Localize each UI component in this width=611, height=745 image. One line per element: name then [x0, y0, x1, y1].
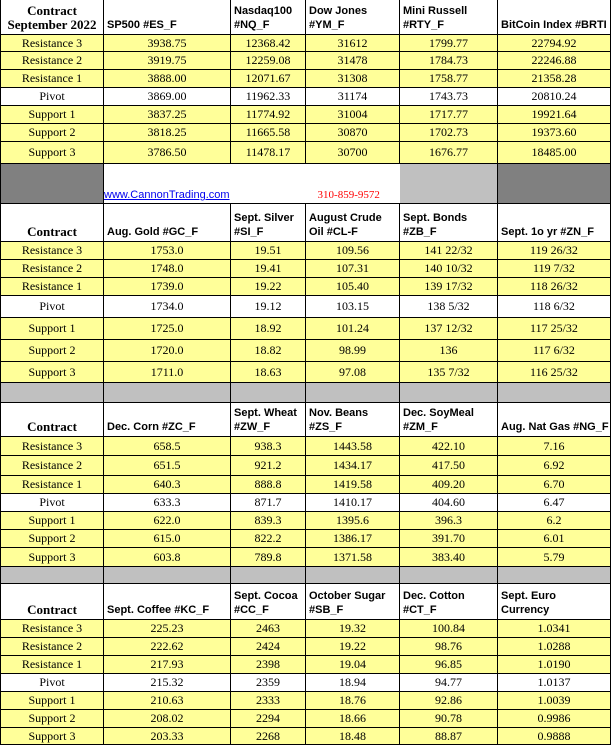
- level-value: 3919.75: [104, 52, 231, 70]
- level-value: 3938.75: [104, 35, 231, 52]
- table-row: [0, 620, 611, 638]
- table-row: [0, 260, 611, 278]
- contract-label: Contract September 2022: [0, 0, 104, 35]
- column-header: Dec. Cotton #CT_F: [400, 584, 498, 620]
- level-name: Support 3: [0, 548, 104, 567]
- table-row: [0, 437, 611, 456]
- level-value: 215.32: [104, 674, 231, 692]
- level-value: 2424: [231, 638, 306, 656]
- level-value: 107.31: [306, 260, 400, 278]
- level-value: 19.41: [231, 260, 306, 278]
- level-name: Support 1: [0, 106, 104, 124]
- level-value: 119 7/32: [498, 260, 611, 278]
- level-value: 1410.17: [306, 494, 400, 512]
- level-value: 3818.25: [104, 124, 231, 142]
- level-value: 19.04: [306, 656, 400, 674]
- level-value: 11478.17: [231, 142, 306, 164]
- level-value: 19.32: [306, 620, 400, 638]
- level-value: 98.99: [306, 340, 400, 362]
- level-value: 12368.42: [231, 35, 306, 52]
- level-value: 409.20: [400, 476, 498, 494]
- level-value: 1395.6: [306, 512, 400, 530]
- level-value: 18.63: [231, 362, 306, 383]
- level-name: Resistance 1: [0, 656, 104, 674]
- column-header: August Crude Oil #CL-F: [306, 204, 400, 242]
- level-value: 1725.0: [104, 318, 231, 340]
- level-value: 139 17/32: [400, 278, 498, 296]
- level-value: 5.79: [498, 548, 611, 567]
- level-value: 1434.17: [306, 456, 400, 476]
- table-row: [0, 674, 611, 692]
- column-header: Sept. Wheat #ZW_F: [231, 403, 306, 437]
- level-name: Support 3: [0, 362, 104, 383]
- level-value: 118 26/32: [498, 278, 611, 296]
- level-name: Support 3: [0, 142, 104, 164]
- table-row: [0, 142, 611, 164]
- level-value: 97.08: [306, 362, 400, 383]
- level-value: 18.76: [306, 692, 400, 710]
- level-value: 31174: [306, 88, 400, 106]
- level-value: 90.78: [400, 710, 498, 728]
- level-value: 0.9986: [498, 710, 611, 728]
- level-value: 1739.0: [104, 278, 231, 296]
- level-value: 1371.58: [306, 548, 400, 567]
- level-name: Resistance 2: [0, 456, 104, 476]
- level-value: 21358.28: [498, 70, 611, 88]
- level-value: 19373.60: [498, 124, 611, 142]
- level-name: Support 1: [0, 318, 104, 340]
- level-value: 6.47: [498, 494, 611, 512]
- level-name: Support 1: [0, 692, 104, 710]
- level-name: Pivot: [0, 88, 104, 106]
- separator-cell: [231, 383, 306, 403]
- level-name: Support 2: [0, 530, 104, 548]
- level-value: 391.70: [400, 530, 498, 548]
- level-value: 1734.0: [104, 296, 231, 318]
- separator-cell: [0, 383, 104, 403]
- table-row: [0, 692, 611, 710]
- separator-cell: [104, 567, 231, 584]
- level-name: Resistance 1: [0, 278, 104, 296]
- level-value: 19.51: [231, 242, 306, 260]
- level-value: 18485.00: [498, 142, 611, 164]
- table-row: [0, 710, 611, 728]
- level-value: 19.22: [306, 638, 400, 656]
- level-value: 20810.24: [498, 88, 611, 106]
- level-value: 622.0: [104, 512, 231, 530]
- separator-cell: [104, 164, 400, 204]
- separator-cell: [498, 383, 611, 403]
- level-value: 117 6/32: [498, 340, 611, 362]
- level-value: 383.40: [400, 548, 498, 567]
- separator-cell: [306, 383, 400, 403]
- level-value: 1717.77: [400, 106, 498, 124]
- level-value: 1.0288: [498, 638, 611, 656]
- level-name: Resistance 1: [0, 70, 104, 88]
- column-header: Aug. Nat Gas #NG_F: [498, 403, 611, 437]
- column-header: Nov. Beans #ZS_F: [306, 403, 400, 437]
- level-value: 12071.67: [231, 70, 306, 88]
- level-value: 18.66: [306, 710, 400, 728]
- level-value: 116 25/32: [498, 362, 611, 383]
- level-value: 839.3: [231, 512, 306, 530]
- level-name: Support 3: [0, 728, 104, 745]
- table-row: [0, 728, 611, 745]
- level-value: 651.5: [104, 456, 231, 476]
- level-value: 11962.33: [231, 88, 306, 106]
- level-value: 1720.0: [104, 340, 231, 362]
- table-row: [0, 476, 611, 494]
- level-name: Pivot: [0, 296, 104, 318]
- level-name: Resistance 1: [0, 476, 104, 494]
- level-value: 1748.0: [104, 260, 231, 278]
- level-value: 118 6/32: [498, 296, 611, 318]
- level-value: 1.0190: [498, 656, 611, 674]
- separator-band: [0, 164, 611, 204]
- table-row: [0, 530, 611, 548]
- level-value: 404.60: [400, 494, 498, 512]
- column-header: Sept. Coffee #KC_F: [104, 584, 231, 620]
- level-value: 2463: [231, 620, 306, 638]
- level-value: 1753.0: [104, 242, 231, 260]
- level-value: 19921.64: [498, 106, 611, 124]
- table-row: [0, 106, 611, 124]
- level-name: Support 2: [0, 124, 104, 142]
- separator-cell: [306, 567, 400, 584]
- level-value: 119 26/32: [498, 242, 611, 260]
- level-value: 888.8: [231, 476, 306, 494]
- level-value: 210.63: [104, 692, 231, 710]
- level-value: 0.9888: [498, 728, 611, 745]
- level-name: Support 2: [0, 340, 104, 362]
- level-value: 138 5/32: [400, 296, 498, 318]
- level-value: 658.5: [104, 437, 231, 456]
- level-name: Resistance 2: [0, 260, 104, 278]
- level-value: 31308: [306, 70, 400, 88]
- level-value: 88.87: [400, 728, 498, 745]
- table-row: [0, 278, 611, 296]
- section-1-header-row: [0, 0, 611, 35]
- level-value: 1386.17: [306, 530, 400, 548]
- level-value: 11774.92: [231, 106, 306, 124]
- level-value: 2359: [231, 674, 306, 692]
- level-value: 18.94: [306, 674, 400, 692]
- table-row: [0, 494, 611, 512]
- level-value: 109.56: [306, 242, 400, 260]
- level-value: 871.7: [231, 494, 306, 512]
- table-row: [0, 362, 611, 383]
- level-name: Pivot: [0, 494, 104, 512]
- level-value: 105.40: [306, 278, 400, 296]
- level-value: 1419.58: [306, 476, 400, 494]
- level-name: Resistance 2: [0, 52, 104, 70]
- level-value: 222.62: [104, 638, 231, 656]
- column-header: Dec. Corn #ZC_F: [104, 403, 231, 437]
- table-row: [0, 88, 611, 106]
- level-value: 1743.73: [400, 88, 498, 106]
- level-value: 94.77: [400, 674, 498, 692]
- level-value: 2268: [231, 728, 306, 745]
- phone-number: 310-859-9572: [317, 189, 380, 201]
- column-header: Sept. Cocoa #CC_F: [231, 584, 306, 620]
- separator-cell: [400, 383, 498, 403]
- level-value: 31004: [306, 106, 400, 124]
- level-value: 18.48: [306, 728, 400, 745]
- level-name: Resistance 2: [0, 638, 104, 656]
- contract-label: Contract: [0, 403, 104, 437]
- table-row: [0, 35, 611, 52]
- level-value: 2333: [231, 692, 306, 710]
- separator-cell: [498, 164, 611, 204]
- level-name: Resistance 3: [0, 242, 104, 260]
- column-header: Sept. Bonds #ZB_F: [400, 204, 498, 242]
- level-value: 633.3: [104, 494, 231, 512]
- level-value: 6.70: [498, 476, 611, 494]
- level-name: Support 2: [0, 710, 104, 728]
- separator-cell: [498, 567, 611, 584]
- level-value: 615.0: [104, 530, 231, 548]
- level-value: 938.3: [231, 437, 306, 456]
- column-header: BitCoin Index #BRTI: [498, 0, 611, 35]
- level-value: 30870: [306, 124, 400, 142]
- column-header: Sept. Silver #SI_F: [231, 204, 306, 242]
- separator-band: [0, 383, 611, 403]
- level-value: 7.16: [498, 437, 611, 456]
- section-4-header-row: [0, 584, 611, 620]
- level-value: 11665.58: [231, 124, 306, 142]
- column-header: Nasdaq100 #NQ_F: [231, 0, 306, 35]
- level-value: 396.3: [400, 512, 498, 530]
- level-value: 101.24: [306, 318, 400, 340]
- level-value: 117 25/32: [498, 318, 611, 340]
- level-value: 100.84: [400, 620, 498, 638]
- level-value: 1799.77: [400, 35, 498, 52]
- level-value: 208.02: [104, 710, 231, 728]
- level-value: 1676.77: [400, 142, 498, 164]
- table-row: [0, 124, 611, 142]
- level-value: 203.33: [104, 728, 231, 745]
- column-header: Dec. SoyMeal #ZM_F: [400, 403, 498, 437]
- level-value: 103.15: [306, 296, 400, 318]
- level-value: 98.76: [400, 638, 498, 656]
- level-value: 22794.92: [498, 35, 611, 52]
- separator-cell: [104, 383, 231, 403]
- table-row: [0, 52, 611, 70]
- separator-cell: [0, 567, 104, 584]
- website-link[interactable]: www.CannonTrading.com: [104, 189, 230, 201]
- table-row: [0, 296, 611, 318]
- level-name: Resistance 3: [0, 620, 104, 638]
- column-header: October Sugar #SB_F: [306, 584, 400, 620]
- level-value: 3837.25: [104, 106, 231, 124]
- level-value: 18.82: [231, 340, 306, 362]
- separator-cell: [231, 567, 306, 584]
- level-value: 1711.0: [104, 362, 231, 383]
- contract-label: Contract: [0, 584, 104, 620]
- level-value: 789.8: [231, 548, 306, 567]
- level-value: 921.2: [231, 456, 306, 476]
- level-value: 417.50: [400, 456, 498, 476]
- level-value: 1.0341: [498, 620, 611, 638]
- level-value: 2294: [231, 710, 306, 728]
- level-value: 30700: [306, 142, 400, 164]
- table-row: [0, 70, 611, 88]
- table-row: [0, 512, 611, 530]
- level-value: 1.0137: [498, 674, 611, 692]
- level-value: 137 12/32: [400, 318, 498, 340]
- level-value: 822.2: [231, 530, 306, 548]
- level-value: 92.86: [400, 692, 498, 710]
- table-row: [0, 456, 611, 476]
- table-row: [0, 656, 611, 674]
- column-header: Mini Russell #RTY_F: [400, 0, 498, 35]
- level-value: 31478: [306, 52, 400, 70]
- level-name: Support 1: [0, 512, 104, 530]
- column-header: Aug. Gold #GC_F: [104, 204, 231, 242]
- table-row: [0, 548, 611, 567]
- level-value: 3888.00: [104, 70, 231, 88]
- level-value: 140 10/32: [400, 260, 498, 278]
- level-name: Resistance 3: [0, 437, 104, 456]
- column-header: SP500 #ES_F: [104, 0, 231, 35]
- level-value: 18.92: [231, 318, 306, 340]
- column-header: Sept. Euro Currency: [498, 584, 611, 620]
- separator-cell: [400, 164, 498, 204]
- level-value: 22246.88: [498, 52, 611, 70]
- separator-band: [0, 567, 611, 584]
- table-row: [0, 340, 611, 362]
- separator-cell: [0, 164, 104, 204]
- level-value: 135 7/32: [400, 362, 498, 383]
- table-row: [0, 242, 611, 260]
- level-value: 1758.77: [400, 70, 498, 88]
- level-value: 141 22/32: [400, 242, 498, 260]
- level-value: 19.22: [231, 278, 306, 296]
- table-row: [0, 638, 611, 656]
- level-value: 1.0039: [498, 692, 611, 710]
- level-value: 96.85: [400, 656, 498, 674]
- level-value: 6.92: [498, 456, 611, 476]
- column-header: Sept. 1o yr #ZN_F: [498, 204, 611, 242]
- level-value: 603.8: [104, 548, 231, 567]
- level-value: 640.3: [104, 476, 231, 494]
- level-value: 136: [400, 340, 498, 362]
- contract-label: Contract: [0, 204, 104, 242]
- section-2-header-row: [0, 204, 611, 242]
- column-header: Dow Jones #YM_F: [306, 0, 400, 35]
- level-value: 31612: [306, 35, 400, 52]
- level-value: 6.2: [498, 512, 611, 530]
- level-value: 217.93: [104, 656, 231, 674]
- level-value: 3786.50: [104, 142, 231, 164]
- level-value: 6.01: [498, 530, 611, 548]
- level-value: 1784.73: [400, 52, 498, 70]
- level-value: 3869.00: [104, 88, 231, 106]
- table-row: [0, 318, 611, 340]
- level-value: 1702.73: [400, 124, 498, 142]
- level-value: 2398: [231, 656, 306, 674]
- level-name: Resistance 3: [0, 35, 104, 52]
- separator-cell: [400, 567, 498, 584]
- section-3-header-row: [0, 403, 611, 437]
- level-value: 12259.08: [231, 52, 306, 70]
- level-value: 225.23: [104, 620, 231, 638]
- level-name: Pivot: [0, 674, 104, 692]
- level-value: 19.12: [231, 296, 306, 318]
- level-value: 422.10: [400, 437, 498, 456]
- level-value: 1443.58: [306, 437, 400, 456]
